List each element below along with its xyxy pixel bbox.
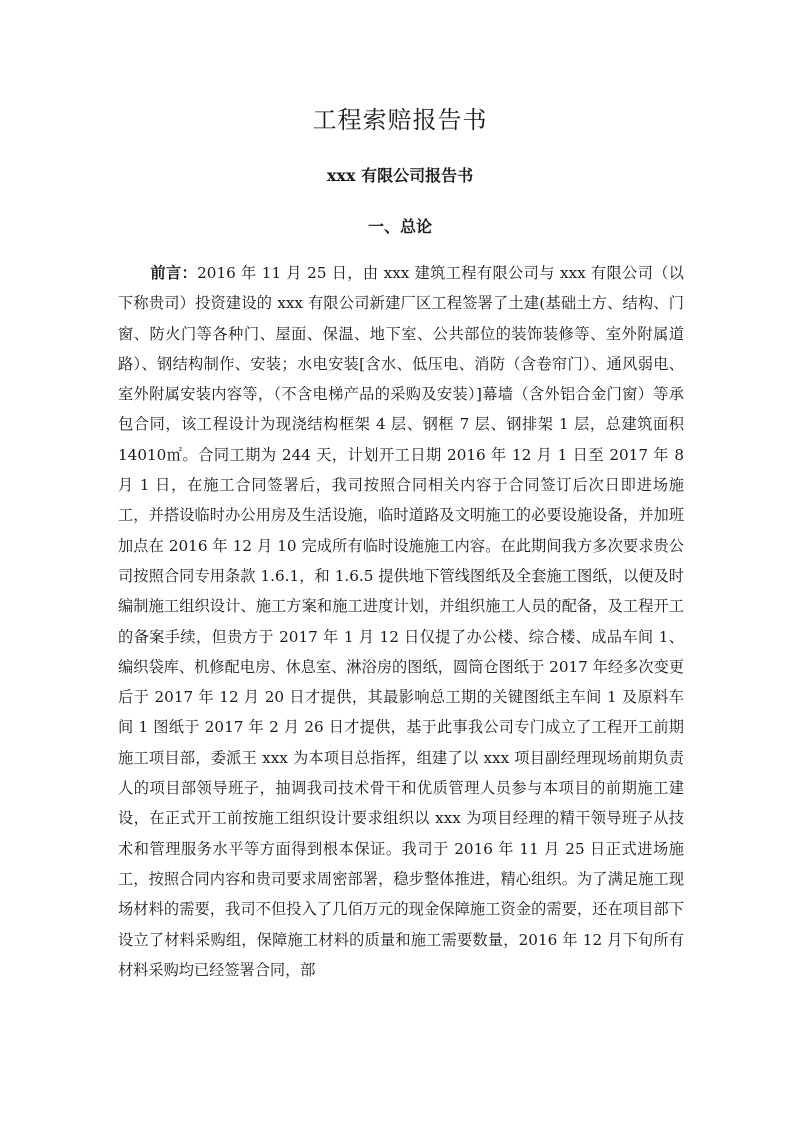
document-subtitle: xxx 有限公司报告书	[326, 166, 474, 185]
body-text: 2016 年 11 月 25 日，由 xxx 建筑工程有限公司与 xxx 有限公司（以下称贵司）投资建设的 xxx 有限公司新建厂区工程签署了土建(基础土方、结构、门窗、防火门等各种门、屋面、保温、地下室、公共部位的装饰装修等、室外附属道路）、钢结构制作、安装；水电安装[含水、低压电、消防（含卷帘门）、通风弱电、室外附属安装内容等，（不含电梯产品的采购及安装）]幕墙（含外铝合金门窗）等承包合同，该工程设计为现浇结构框架 4 层、钢框 7 层、钢排架 1 层，总建筑面积 14010㎡。合同工期为 244 天，计划开工日期 2016 年 12 月 1 日至 2017 年 8 月 1 日，在施工合同签署后，我司按照合同相关内容于合同签订后次日即进场施工，并搭设临时办公用房及生活设施，临时道路及文明施工的必要设施设备，并加班加点在 2016 年 12 月 10 完成所有临时设施施工内容。在此期间我方多次要求贵公司按照合同专用条款 1.6.1，和 1.6.5 提供地下管线图纸及全套施工图纸，以便及时编制施工组织设计、施工方案和施工进度计划，并组织施工人员的配备，及工程开工的备案手续，但贵方于 2017 年 1 月 12 日仅提了办公楼、综合楼、成品车间 1、编织袋库、机修配电房、休息室、淋浴房的图纸，圆筒仓图纸于 2017 年经多次变更后于 2017 年 12 月 20 日才提供，其最影响总工期的关键图纸主车间 1 及原料车间 1 图纸于 2017 年 2 月 26 日才提供，基于此事我公司专门成立了工程开工前期施工项目部，委派王 xxx 为本项目总指挥，组建了以 xxx 项目副经理现场前期负责人的项目部领导班子，抽调我司技术骨干和优质管理人员参与本项目的前期施工建设，在正式开工前按施工组织设计要求组织以 xxx 为项目经理的精干领导班子从技术和管理服务水平等方面得到根本保证。我司于 2016 年 11 月 25 日正式进场施工，按照合同内容和贵司要求周密部署，稳步整体推进，精心组织。为了满足施工现场材料的需要，我司不但投入了几佰万元的现金保障施工资金的需要，还在项目部下设立了材料采购组，保障施工材料的质量和施工需要数量，2016 年 12 月下旬所有材料采购均已经签署合同，部	[118, 264, 684, 979]
lead-label: 前言：	[150, 264, 198, 282]
document-title: 工程索赔报告书	[312, 106, 488, 134]
body-paragraph	[118, 258, 684, 985]
section-heading: 一、总论	[367, 217, 432, 236]
